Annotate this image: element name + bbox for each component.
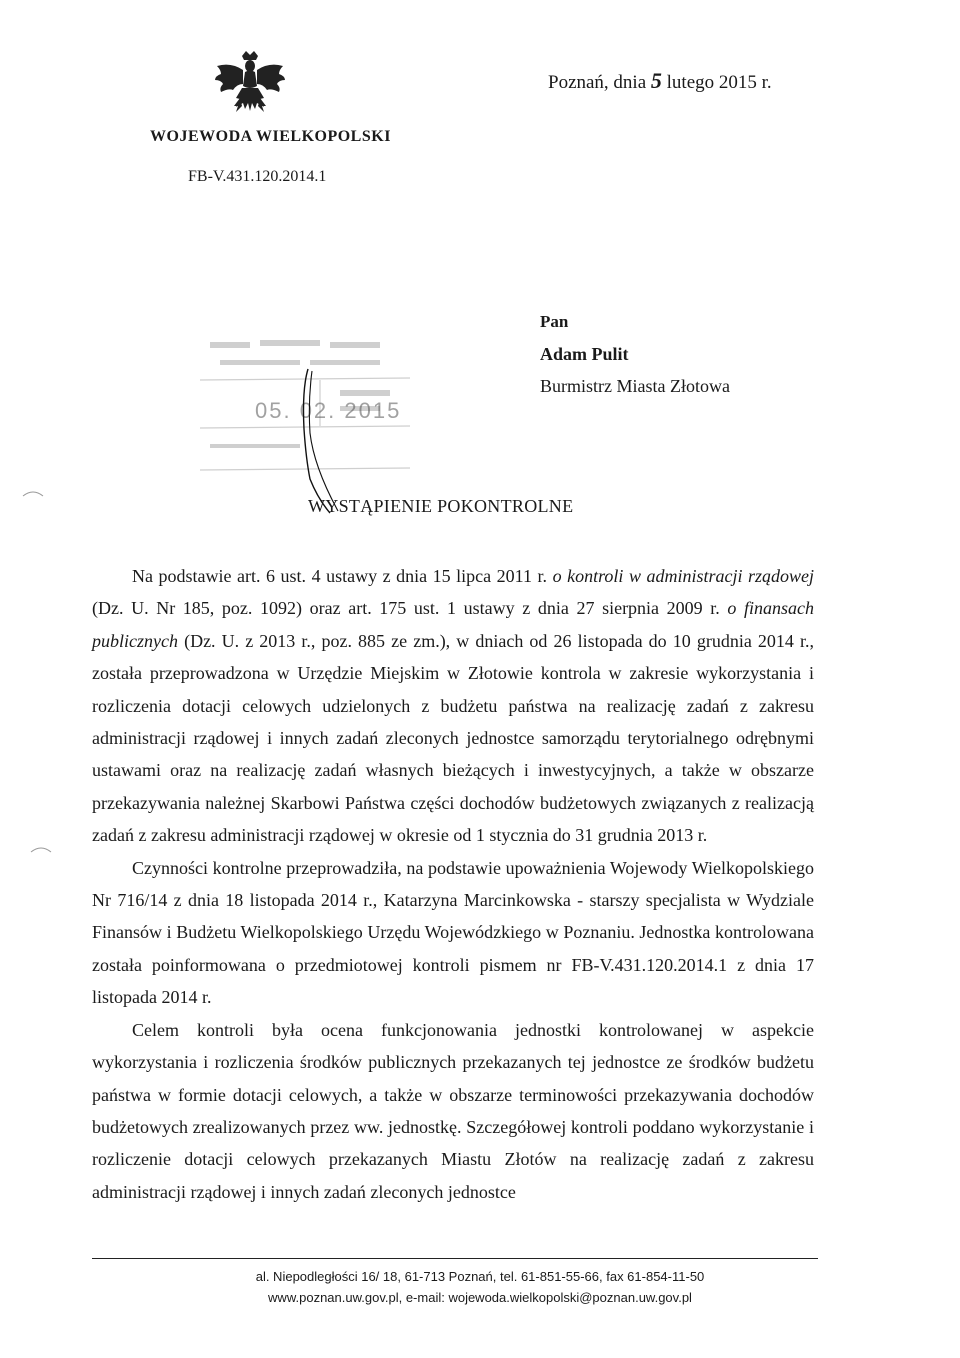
footer-address: al. Niepodległości 16/ 18, 61-713 Poznań, tel. 61-851-55-66, fax 61-854-11-50 xyxy=(255,1269,705,1284)
footer-contact: www.poznan.uw.gov.pl, e-mail: wojewoda.wielkopolski@poznan.uw.gov.pl xyxy=(268,1290,692,1305)
date-suffix: lutego 2015 r. xyxy=(666,72,772,93)
paragraph-inspector: Czynności kontrolne przeprowadziła, na podstawie upoważnienia Wojewody Wielkopolskiego Nr 716/14 z dnia 18 listopada 2014 r., Katarzyna Marcinkowska - starszy specjalista w Wydziale Finansów i Budżetu Wielkopolskiego Urzędu Wojewódzkiego w Poznaniu. Jednostka kontrolowana została poinformowana o przedmiotowej kontroli pismem nr FB-V.431.120.2014.1 z dnia 17 listopada 2014 r. xyxy=(92,857,814,1008)
date-prefix: Poznań, dnia xyxy=(548,72,647,93)
p1-act-title-1: o kontroli w administracji rządowej xyxy=(552,566,815,586)
date-day-handwritten: 5 xyxy=(650,68,662,93)
document-title: WYSTĄPIENIE POKONTROLNE xyxy=(308,496,574,516)
p1-text-c: (Dz. U. z 2013 r., poz. 885 ze zm.), w dniach od 26 listopada do 10 grudnia 2014 r., została przeprowadzona w Urzędzie Miejskim w Złotowie kontrola w zakresie wykorzystania i rozliczenia dotacji celowych udzielonych z budżetu państwa na realizację zadań z zakresu administracji rządowej i innych zadań zleconych jednostce samorządu terytorialnego odrębnymi ustawami oraz na realizację zadań własnych bieżących i inwestycyjnych, a także w obszarze przekazywania należnej Skarbowi Państwa części dochodów budżetowych związanych z realizacją zadań z zakresu administracji rządowej w okresie od 1 stycznia do 31 grudnia 2013 r. xyxy=(92,630,814,846)
p1-text-b: (Dz. U. Nr 185, poz. 1092) oraz art. 175 ust. 1 ustawy z dnia 27 sierpnia 2009 r. xyxy=(92,598,728,619)
reference-number: FB-V.431.120.2014.1 xyxy=(188,168,327,185)
date-line xyxy=(548,68,772,94)
paragraph-purpose: Celem kontroli była ocena funkcjonowania jednostki kontrolowanej w aspekcie wykorzystania i rozliczenia środków publicznych przekazanych tej jednostce ze środków budżetu państwa w formie dotacji celowych, a także w obszarze terminowości przekazywania dochodów budżetowych zrealizowanych przez ww. jednostkę. Szczegółowej kontroli poddano wykorzystanie i rozliczenie dotacji celowych przekazanych Miastu Złotów na realizację zadań z zakresu administracji rządowej i innych zadań zleconych jednostce xyxy=(92,1019,814,1202)
paragraph-legal-basis xyxy=(92,560,814,852)
scan-artifact-mark xyxy=(30,844,52,854)
stamp-received-date: 05. 02. 2015 xyxy=(255,398,402,423)
polish-eagle-emblem-icon xyxy=(212,50,288,116)
issuing-office: WOJEWODA WIELKOPOLSKI xyxy=(150,128,391,145)
addressee-name: Adam Pulit xyxy=(540,344,629,364)
scan-artifact-mark xyxy=(22,488,44,498)
handwritten-check-mark xyxy=(290,365,350,515)
addressee-title: Burmistrz Miasta Złotowa xyxy=(540,376,730,396)
document-body xyxy=(92,560,814,1208)
p1-text-a: Na podstawie art. 6 ust. 4 ustawy z dnia 15 lipca 2011 r. xyxy=(132,566,553,586)
p1-act-title-2: o finansach publicznych xyxy=(92,598,814,651)
addressee-greeting: Pan xyxy=(540,312,569,331)
footer-divider xyxy=(92,1258,818,1259)
